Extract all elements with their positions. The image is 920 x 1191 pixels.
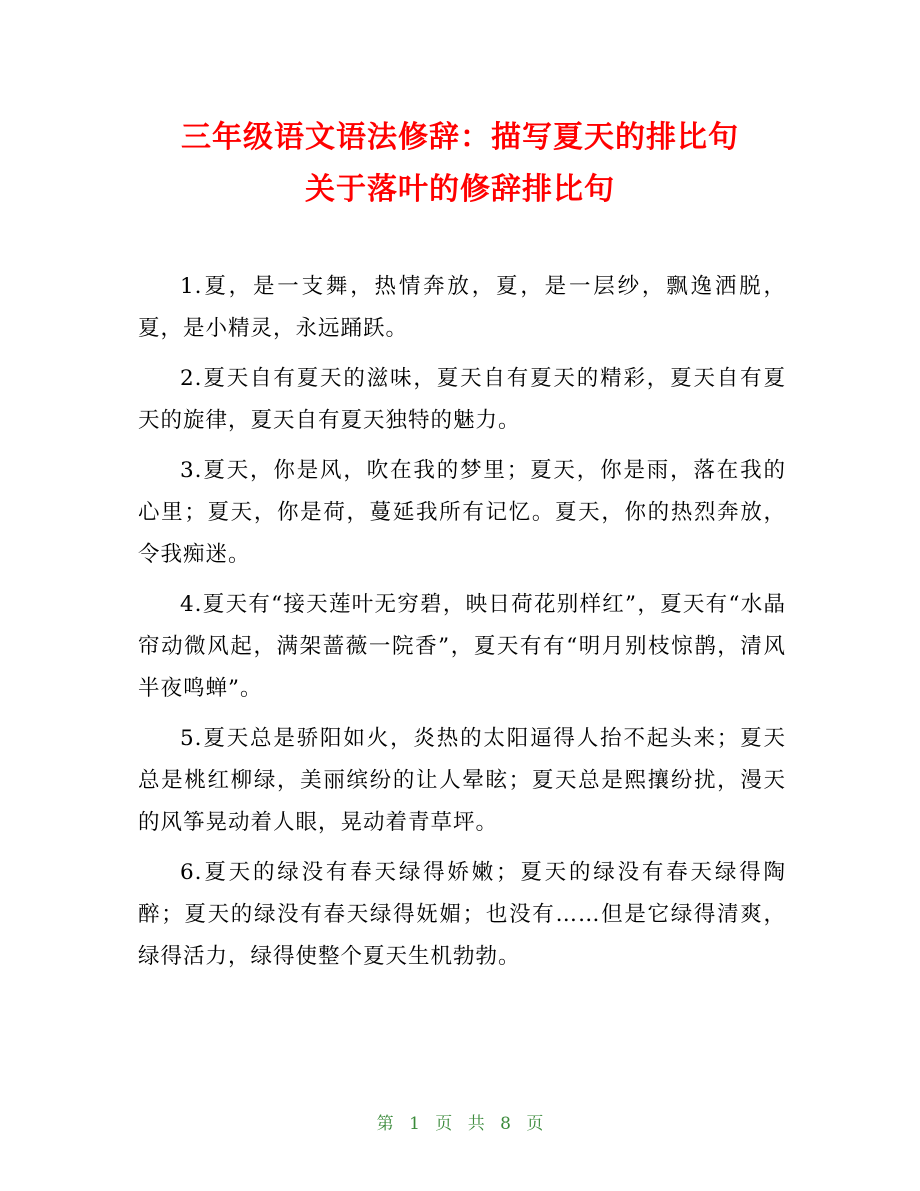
footer-total-pages: 8 xyxy=(500,1114,511,1134)
footer-prefix: 第 xyxy=(376,1114,394,1134)
paragraph-5: 5.夏天总是骄阳如火，炎热的太阳逼得人抬不起头来；夏天总是桃红柳绿，美丽缤纷的让人晕眩；夏天总是熙攘纷扰，漫天的风筝晃动着人眼，晃动着青草坪。 xyxy=(138,726,786,835)
paragraph-6: 6.夏天的绿没有春天绿得娇嫩；夏天的绿没有春天绿得陶醉；夏天的绿没有春天绿得妩媚；也没有……但是它绿得清爽，绿得活力，绿得使整个夏天生机勃勃。 xyxy=(138,860,786,969)
footer-total-label: 共 xyxy=(467,1114,485,1134)
paragraph-1: 1.夏，是一支舞，热情奔放，夏，是一层纱，飘逸洒脱，夏，是小精灵，永远踊跃。 xyxy=(138,274,786,341)
document-body xyxy=(138,266,786,986)
footer-current-page: 1 xyxy=(409,1114,420,1134)
footer-suffix: 页 xyxy=(526,1114,544,1134)
paragraph-4: 4.夏天有“接天莲叶无穷碧，映日荷花别样红”，夏天有“水晶帘动微风起，满架蔷薇一院香”，夏天有有“明月别枝惊鹊，清风半夜鸣蝉”。 xyxy=(138,592,786,701)
paragraph-3: 3.夏天，你是风，吹在我的梦里；夏天，你是雨，落在我的心里；夏天，你是荷，蔓延我所有记忆。夏天，你的热烈奔放，令我痴迷。 xyxy=(138,458,786,567)
paragraph-2: 2.夏天自有夏天的滋味，夏天自有夏天的精彩，夏天自有夏天的旋律，夏天自有夏天独特的魅力。 xyxy=(138,366,786,433)
document-title: 三年级语文语法修辞：描写夏天的排比句 xyxy=(181,120,739,155)
footer-page-unit: 页 xyxy=(435,1114,453,1134)
page-footer xyxy=(0,1112,920,1136)
document-subtitle: 关于落叶的修辞排比句 xyxy=(305,172,615,207)
